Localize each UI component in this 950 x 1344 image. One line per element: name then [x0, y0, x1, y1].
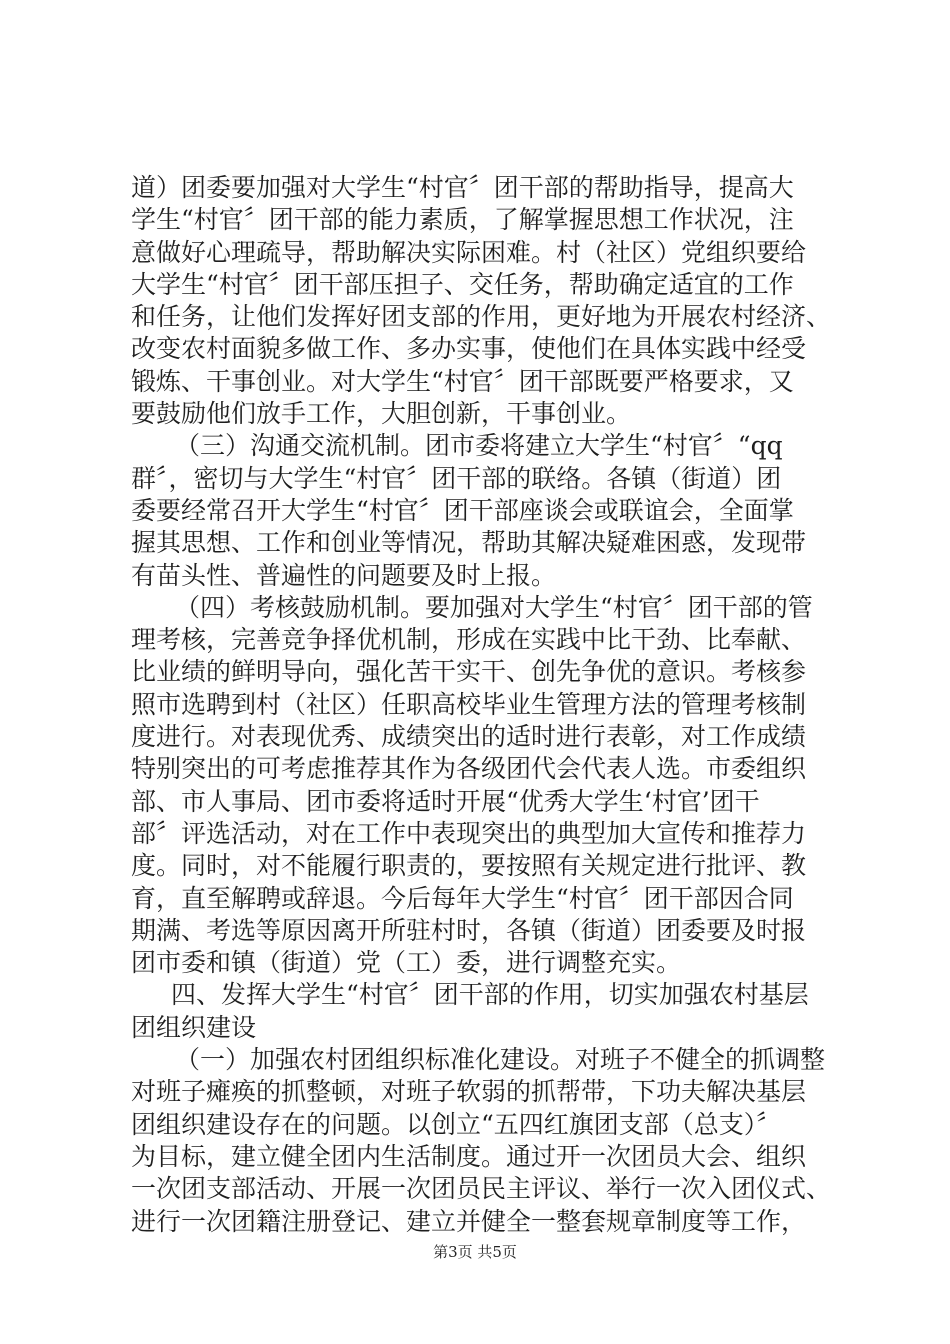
text-line: 度进行。对表现优秀、成绩突出的适时进行表彰，对工作成绩 [131, 722, 807, 752]
text-line: 部〞评选活动，对在工作中表现突出的典型加大宣传和推荐力 [131, 818, 807, 848]
text-line: 团组织建设存在的问题。以创立“五四红旗团支部（总支）〞 [131, 1109, 782, 1139]
text-line: 期满、考选等原因离开所驻村时，各镇（街道）团委要及时报 [131, 915, 807, 945]
text-line: 学生“村官〞团干部的能力素质，了解掌握思想工作状况，注 [131, 205, 794, 235]
text-line: 育，直至解聘或辞退。今后每年大学生“村官〞团干部因合同 [131, 883, 794, 913]
text-line: 理考核，完善竞争择优机制，形成在实践中比干劲、比奉献、 [131, 625, 807, 655]
text-line: 改变农村面貌多做工作、多办实事，使他们在具体实践中经受 [131, 334, 807, 364]
text-line: 比业绩的鲜明导向，强化苦干实干、创先争优的意识。考核参 [131, 657, 807, 687]
text-line: 握其思想、工作和创业等情况，帮助其解决疑难困惑，发现带 [131, 528, 807, 558]
text-line: 部、市人事局、团市委将适时开展“优秀大学生‘村官’团干 [131, 786, 760, 816]
section-heading-line: 团组织建设 [131, 1012, 257, 1042]
paragraph-start-line: （四）考核鼓励机制。要加强对大学生“村官〞团干部的管 [175, 592, 813, 622]
text-line: 有苗头性、普遍性的问题要及时上报。 [131, 560, 557, 590]
paragraph-start-line: （一）加强农村团组织标准化建设。对班子不健全的抓调整 [175, 1045, 826, 1075]
text-line: 要鼓励他们放手工作，大胆创新，干事创业。 [131, 399, 632, 429]
text-line: 群〞，密切与大学生“村官〞团干部的联络。各镇（街道）团 [131, 463, 782, 493]
text-line: 度。同时，对不能履行职责的，要按照有关规定进行批评、教 [131, 851, 807, 881]
body-text [131, 172, 839, 1238]
text-line: 和任务，让他们发挥好团支部的作用，更好地为开展农村经济、 [131, 302, 832, 332]
text-line: 团市委和镇（街道）党（工）委，进行调整充实。 [131, 948, 682, 978]
text-line: 大学生“村官〞团干部压担子、交任务，帮助确定适宜的工作 [131, 269, 794, 299]
section-heading-line: 四、发挥大学生“村官〞团干部的作用，切实加强农村基层 [171, 980, 809, 1010]
text-line: 委要经常召开大学生“村官〞团干部座谈会或联谊会，全面掌 [131, 495, 794, 525]
text-line: 一次团支部活动、开展一次团员民主评议、举行一次入团仪式、 [131, 1174, 832, 1204]
text-line: 对班子瘫痪的抓整顿，对班子软弱的抓帮带，下功夫解决基层 [131, 1077, 807, 1107]
page-number: 第3页 共5页 [433, 1243, 517, 1261]
text-line: 道）团委要加强对大学生“村官〞团干部的帮助指导，提高大 [131, 173, 794, 202]
text-line: 照市选聘到村（社区）任职高校毕业生管理方法的管理考核制 [131, 689, 807, 719]
text-line: 锻炼、干事创业。对大学生“村官〞团干部既要严格要求，又 [131, 366, 794, 396]
paragraph-start-line: （三）沟通交流机制。团市委将建立大学生“村官〞“qq [175, 431, 783, 461]
text-line: 进行一次团籍注册登记、建立并健全一整套规章制度等工作， [131, 1206, 807, 1236]
text-line: 意做好心理疏导，帮助解决实际困难。村（社区）党组织要给 [131, 237, 807, 267]
text-line: 为目标，建立健全团内生活制度。通过开一次团员大会、组织 [131, 1141, 807, 1171]
text-line: 特别突出的可考虑推荐其作为各级团代会代表人选。市委组织 [131, 754, 807, 784]
